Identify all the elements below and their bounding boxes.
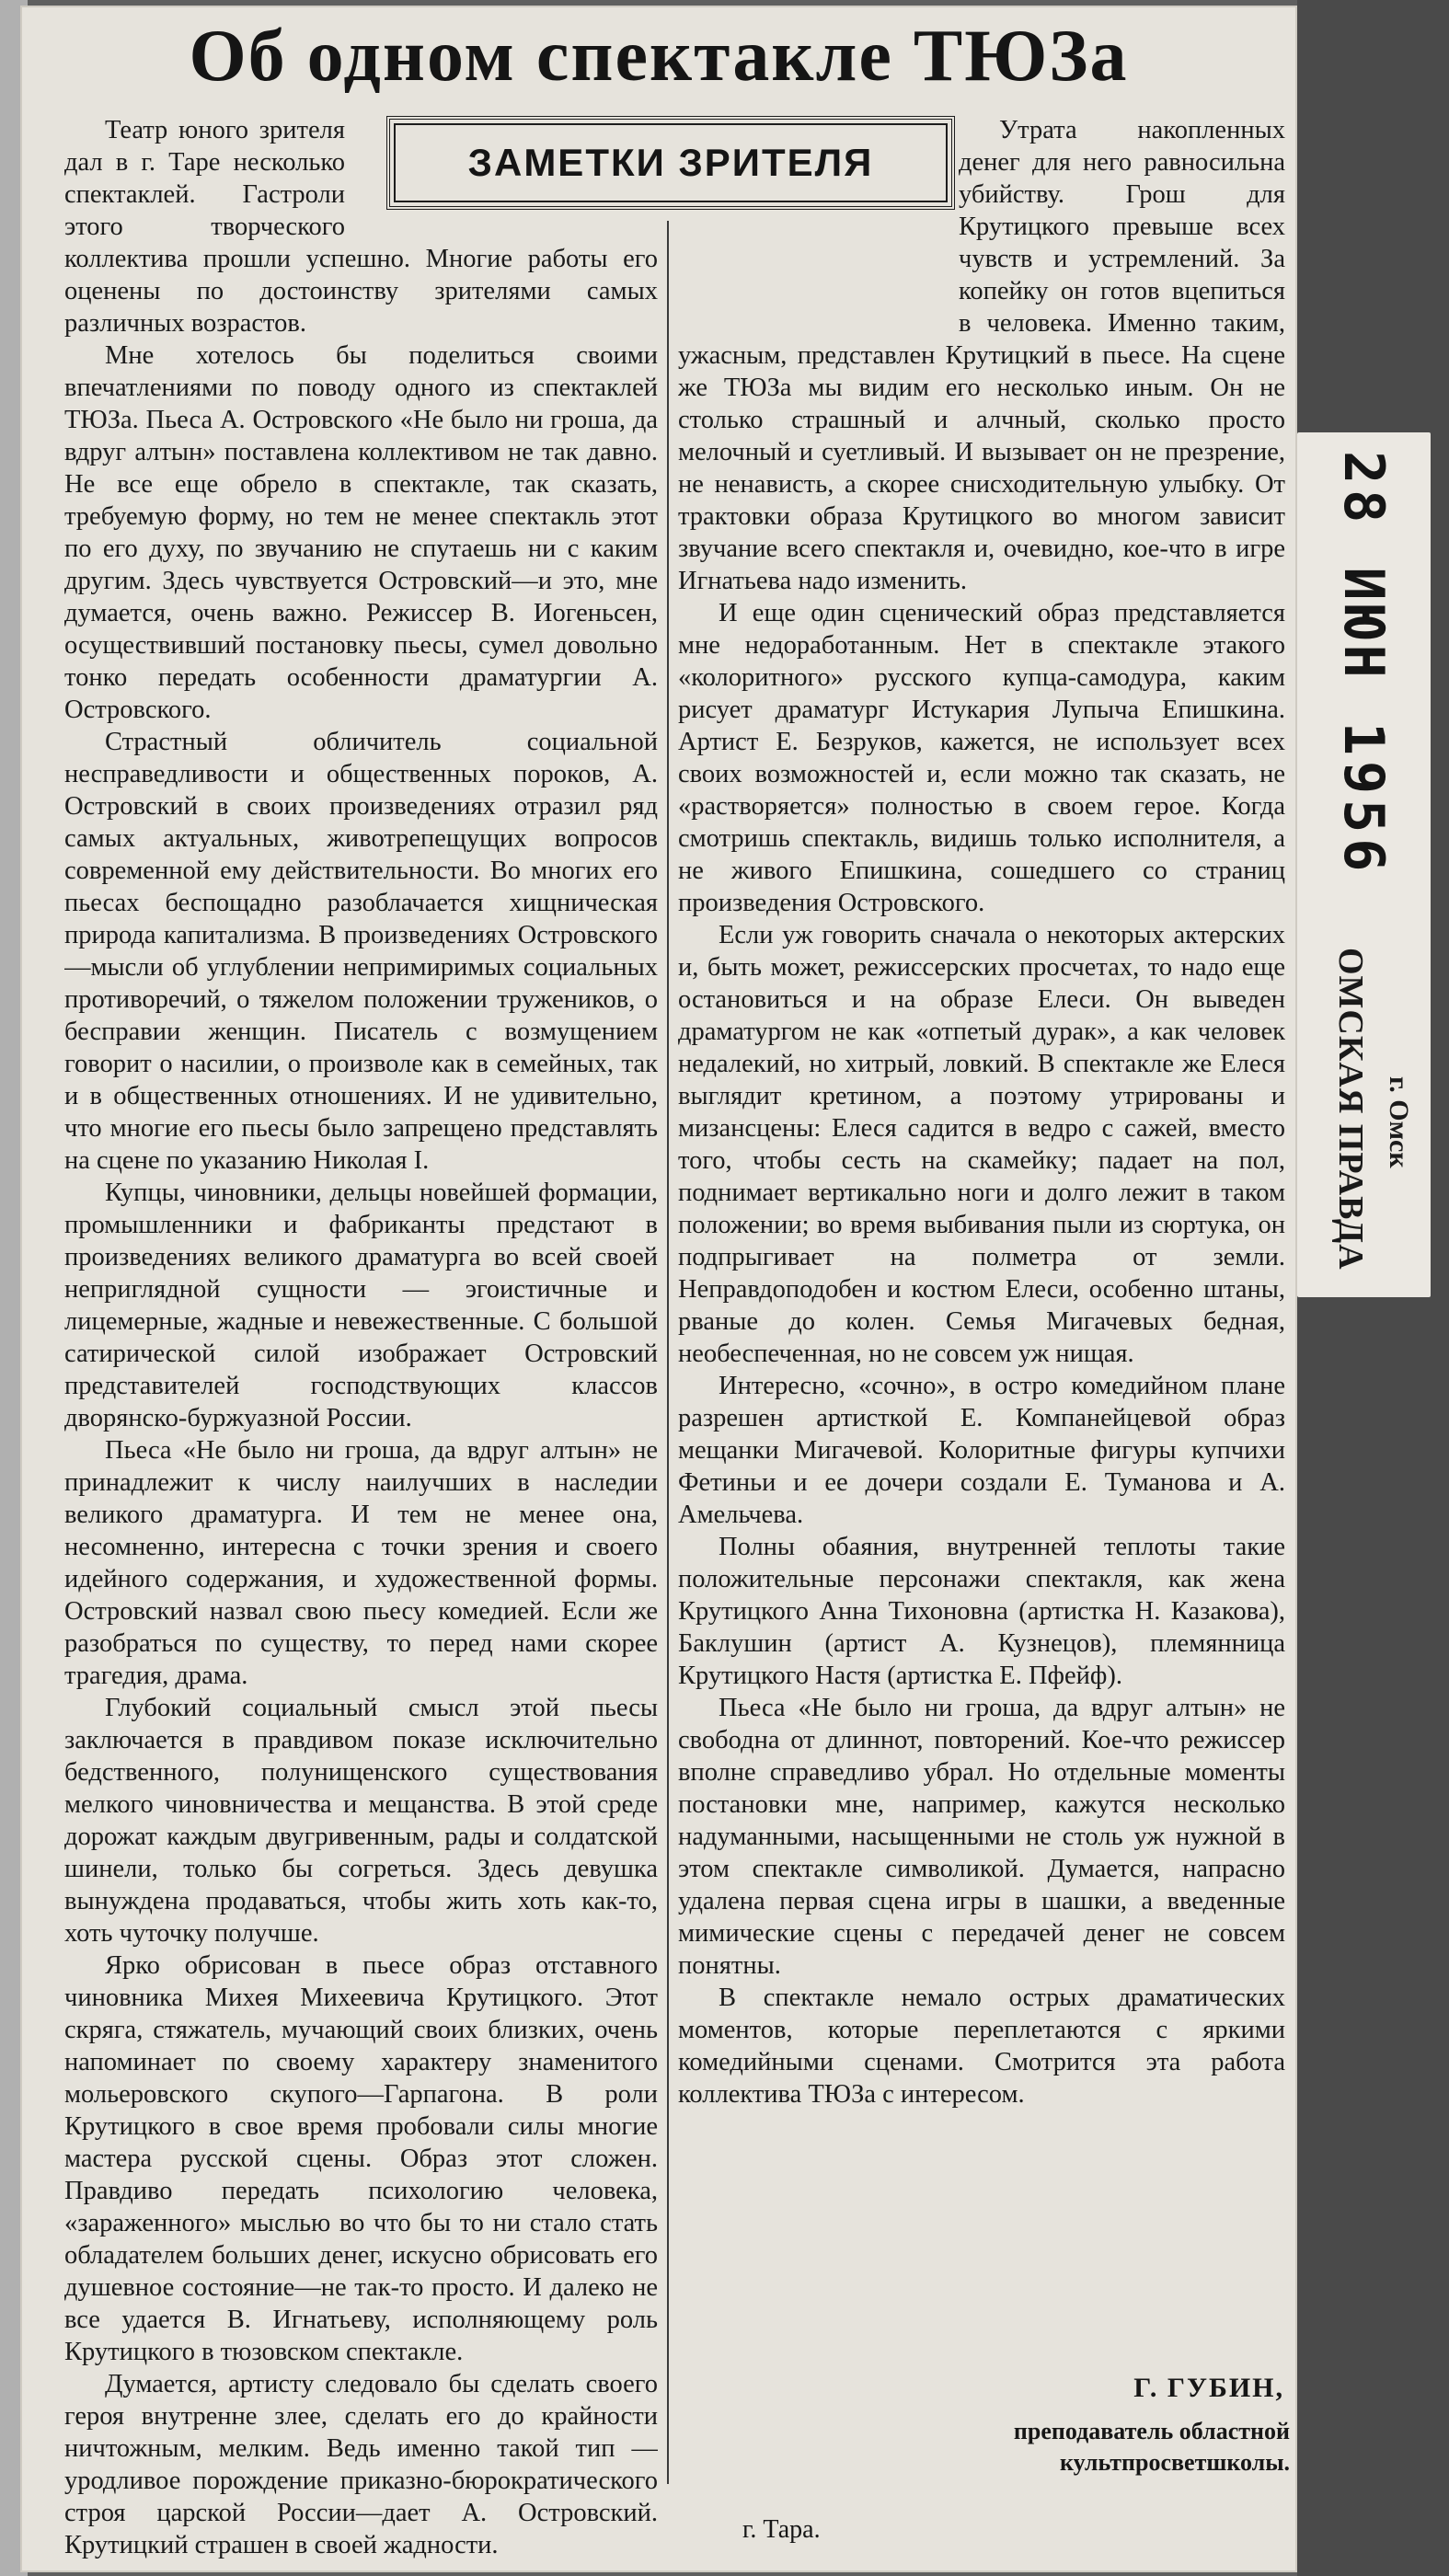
paragraph: Театр юного зрителя дал в г. Таре несколько спектаклей. Гастроли этого творческого коллектива прошли успешно. Многие работы его оценены по достоинству зрителями самых различных возрастов. bbox=[64, 116, 658, 338]
date-stamp: 28 ИЮН 1956 bbox=[1331, 451, 1396, 878]
paragraph: И еще один сценический образ представляется мне недоработанным. Нет в спектакле этакого «колоритного» русского купца-самодура, каким рисует драматург Истукария Лупыча Епишкина. Артист Е. Безруков, кажется, не использует всех своих возможностей и, если можно так сказать, не «растворяется» полностью в своем герое. Когда смотришь спектакль, видишь только исполнителя, а не живого Епишкина, сошедшего со страниц произведения Островского. bbox=[678, 599, 1285, 917]
author-role: преподаватель областной культпросветшколы. bbox=[1013, 2418, 1290, 2476]
paragraph: Ярко обрисован в пьесе образ отставного чиновника Михея Михеевича Крутицкого. Этот скряга, стяжатель, мучающий своих близких, очень напоминает по своему характеру знаменитого мольеровского скупого—Гарпагона. В роли Крутицкого в свое время пробовали силы многие мастера русской сцены. Образ этот сложен. Правдиво передать психологию человека, «зараженного» мыслью во что бы то ни стало стать обладателем больших денег, искусно обрисовать его душевное состояние—не так-то просто. И далеко не все удается В. Игнатьеву, исполняющему роль Крутицкого в тюзовском спектакле. bbox=[64, 1951, 658, 2366]
subheading: ЗАМЕТКИ ЗРИТЕЛЯ bbox=[467, 141, 874, 184]
newspaper-city: г. Омск bbox=[1384, 1076, 1414, 1168]
paragraph: Интересно, «сочно», в остро комедийном плане разрешен артисткой Е. Компанейцевой образ мещанки Мигачевой. Колоритные фигуры купчихи Фетиньи и ее дочери создали Е. Туманова и А. Амельчева. bbox=[678, 1372, 1285, 1529]
column-divider bbox=[667, 221, 669, 2484]
paragraph: Пьеса «Не было ни гроша, да вдруг алтын» не свободна от длиннот, повторений. Кое-что режиссер вполне справедливо убрал. Но отдельные моменты постановки мне, например, кажутся несколько надуманными, насыщенными не столь уж нужной в этом спектакле символикой. Думается, напрасно удалена первая сцена игры в шашки, а введенные мимические сцены с передачей денег не совсем понятны. bbox=[678, 1694, 1285, 1980]
clipping-label-strip bbox=[1297, 432, 1431, 1297]
newspaper-clipping bbox=[20, 6, 1297, 2572]
paragraph: В спектакле немало острых драматических моментов, которые переплетаются с яркими комедийными сценами. Смотрится эта работа коллектива ТЮЗа с интересом. bbox=[678, 1984, 1285, 2109]
paragraph: Купцы, чиновники, дельцы новейшей формации, промышленники и фабриканты предстают в произведениях великого драматурга во всей своей неприглядной сущности — эгоистичные и лицемерные, жадные и невежественные. С большой сатирической силой изображает Островский представителей господствующих классов дворянско-буржуазной России. bbox=[64, 1179, 658, 1432]
newspaper-name: ОМСКАЯ ПРАВДА bbox=[1331, 948, 1370, 1271]
author-signature bbox=[922, 2370, 1290, 2563]
author-name: Г. ГУБИН, bbox=[1133, 2373, 1284, 2403]
paragraph: Думается, артисту следовало бы сделать своего героя внутренне злее, сделать его до крайности ничтожным, мелким. Ведь именно такой тип — уродливое порождение приказно-бюрократического строя царской России—дает А. Островский. Крутицкий страшен в своей жадности. bbox=[64, 2370, 658, 2559]
paragraph: Утрата накопленных денег для него равносильна убийству. Грош для Крутицкого превыше всех чувств и устремлений. За копейку он готов вцепиться в человека. Именно таким, ужасным, представлен Крутицкий в пьесе. На сцене же ТЮЗа мы видим его несколько иным. Он не столько страшный и алчный, сколько просто мелочный и суетливый. И вызывает он не презрение, не ненависть, а скорее снисходительную улыбку. От трактовки образа Крутицкого во многом зависит звучание всего спектакля и, очевидно, кое-что в игре Игнатьева надо изменить. bbox=[678, 116, 1285, 595]
article-column-left bbox=[64, 114, 658, 2563]
paragraph: Полны обаяния, внутренней теплоты такие положительные персонажи спектакля, как жена Крутицкого Анна Тихоновна (артистка Н. Казакова), Баклушин (артист А. Кузнецов), племянница Крутицкого Настя (артистка Е. Пфейф). bbox=[678, 1533, 1285, 1690]
paragraph: Если уж говорить сначала о некоторых актерских и, быть может, режиссерских просчетах, то надо еще остановиться и на образе Елеси. Он выведен драматургом не как «отпетый дурак», а как человек недалекий, но хитрый, ловкий. В спектакле же Елеся выглядит кретином, а поэтому утрированы и мизансцены: Елеся садится в ведро с сажей, вместо того, чтобы сесть на скамейку; падает на пол, поднимает вертикально ноги и долго лежит в таком положении; во время выбивания пыли из сюртука, он подпрыгивает на полметра от земли. Неправдоподобен и костюм Елеси, особенно штаны, рваные до колен. Семья Мигачевых бедная, необеспеченная, но не совсем уж нищая. bbox=[678, 921, 1285, 1368]
paragraph: Пьеса «Не было ни гроша, да вдруг алтын» не принадлежит к числу наилучших в наследии великого драматурга. И тем не менее она, несомненно, интересна с точки зрения и своего идейного содержания, и художественной формы. Островский назвал свою пьесу комедией. Если же разобраться по существу, то перед нами скорее трагедия, драма. bbox=[64, 1436, 658, 1690]
article-column-right bbox=[678, 114, 1285, 2469]
article-headline: Об одном спектакле ТЮЗа bbox=[189, 16, 1129, 97]
dateline-city: г. Тара. bbox=[742, 2515, 821, 2544]
paragraph: Страстный обличитель социальной несправедливости и общественных пороков, А. Островский в своих произведениях отразил ряд самых актуальных, животрепещущих вопросов современной ему действительности. Во многих его пьесах беспощадно разоблачается хищническая природа капитализма. В произведениях Островского—мысли об углублении непримиримых социальных противоречий, о тяжелом положении тружеников, о бесправии женщин. Писатель с возмущением говорит о насилии, о произволе как в семейных, так и в общественных отношениях. И не удивительно, что многие его пьесы было запрещено представлять на сцене по указанию Николая I. bbox=[64, 728, 658, 1175]
paragraph: Глубокий социальный смысл этой пьесы заключается в правдивом показе исключительно бедственного, полунищенского существования мелкого чиновничества и мещанства. В этой среде дорожат каждым двугривенным, рады и солдатской шинели, только бы согреться. Здесь девушка вынуждена продаваться, чтобы жить хоть как-то, хоть чуточку получше. bbox=[64, 1694, 658, 1948]
paragraph: Мне хотелось бы поделиться своими впечатлениями по поводу одного из спектаклей ТЮЗа. Пьеса А. Островского «Не было ни гроша, да вдруг алтын» поставлена коллективом не так давно. Не все еще обрело в спектакле, так сказать, требуемую форму, но тем не менее спектакль этот по его духу, по звучанию не спутаешь ни с каким другим. Здесь чувствуется Островский—и это, мне думается, очень важно. Режиссер В. Иогеньсен, осуществивший постановку пьесы, сумел довольно тонко передать особенности драматургии А. Островского. bbox=[64, 341, 658, 724]
